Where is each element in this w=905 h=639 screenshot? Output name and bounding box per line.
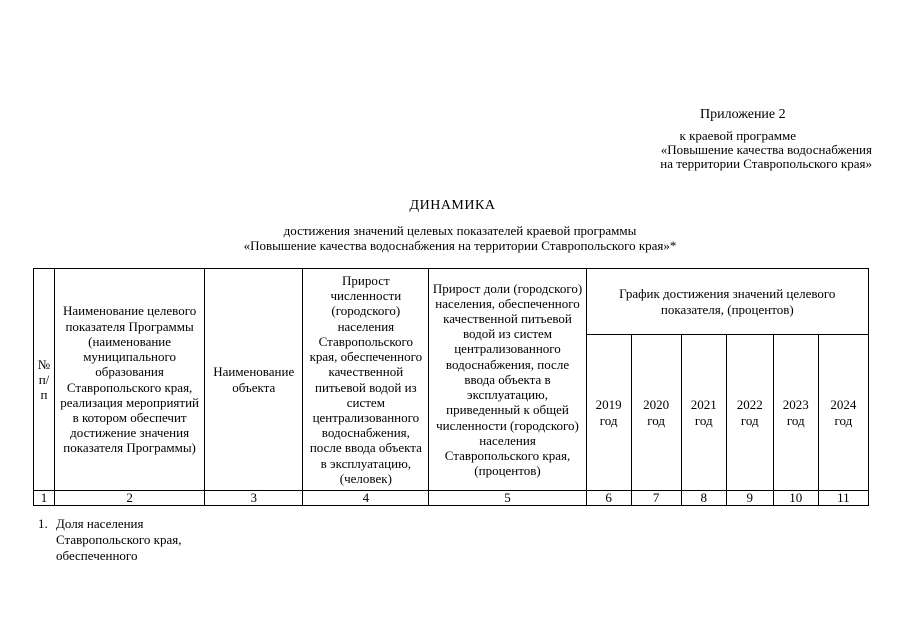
header-schedule: График достижения значений целевого показателя, (процентов) [586, 269, 868, 335]
row-number: 1. [38, 516, 48, 531]
column-number: 11 [818, 491, 868, 506]
header-year: 2019 год [586, 335, 631, 491]
document-subtitle [150, 223, 770, 253]
header-year: 2021 год [681, 335, 726, 491]
column-number: 1 [34, 491, 55, 506]
appendix-sub-line: «Повышение качества водоснабжения [660, 142, 872, 157]
header-object: Наименование объекта [205, 269, 303, 491]
column-number: 2 [55, 491, 205, 506]
header-growth-people: Прирост численности (городского) населения Ставропольского края, обеспеченного качественной питьевой водой из систем централизованного водоснабжения, после ввода объекта в эксплуатацию, (человек) [303, 269, 429, 491]
row-text: Доля населения Ставропольского края, обеспеченного [56, 516, 182, 563]
column-number: 10 [773, 491, 818, 506]
header-year: 2022 год [726, 335, 773, 491]
header-year: 2020 год [631, 335, 681, 491]
column-number: 8 [681, 491, 726, 506]
column-number: 3 [205, 491, 303, 506]
subtitle-line: достижения значений целевых показателей краевой программы [283, 223, 637, 238]
column-number: 5 [429, 491, 586, 506]
document-title: ДИНАМИКА [409, 198, 496, 213]
column-number: 9 [726, 491, 773, 506]
indicators-table [33, 268, 869, 506]
subtitle-line: «Повышение качества водоснабжения на территории Ставропольского края»* [243, 238, 677, 253]
header-year: 2023 год [773, 335, 818, 491]
appendix-sub-line: на территории Ставропольского края» [660, 156, 872, 171]
appendix-sub-line: к краевой программе [679, 128, 796, 143]
header-indicator: Наименование целевого показателя Программы (наименование муниципального образования Ставропольского края, реализация мероприятий в котором обеспечит достижение значения показателя Программы) [55, 269, 205, 491]
column-number: 7 [631, 491, 681, 506]
column-number: 4 [303, 491, 429, 506]
header-growth-share: Прирост доли (городского) населения, обеспеченного качественной питьевой водой из систем централизованного водоснабжения, после ввода объекта в эксплуатацию, приведенный к общей численности (городского) населения Ставропольского края, (процентов) [429, 269, 586, 491]
header-year: 2024 год [818, 335, 868, 491]
column-number: 6 [586, 491, 631, 506]
appendix-title: Приложение 2 [700, 107, 786, 122]
header-number: № п/п [34, 269, 55, 491]
appendix-subtitle [572, 129, 872, 171]
